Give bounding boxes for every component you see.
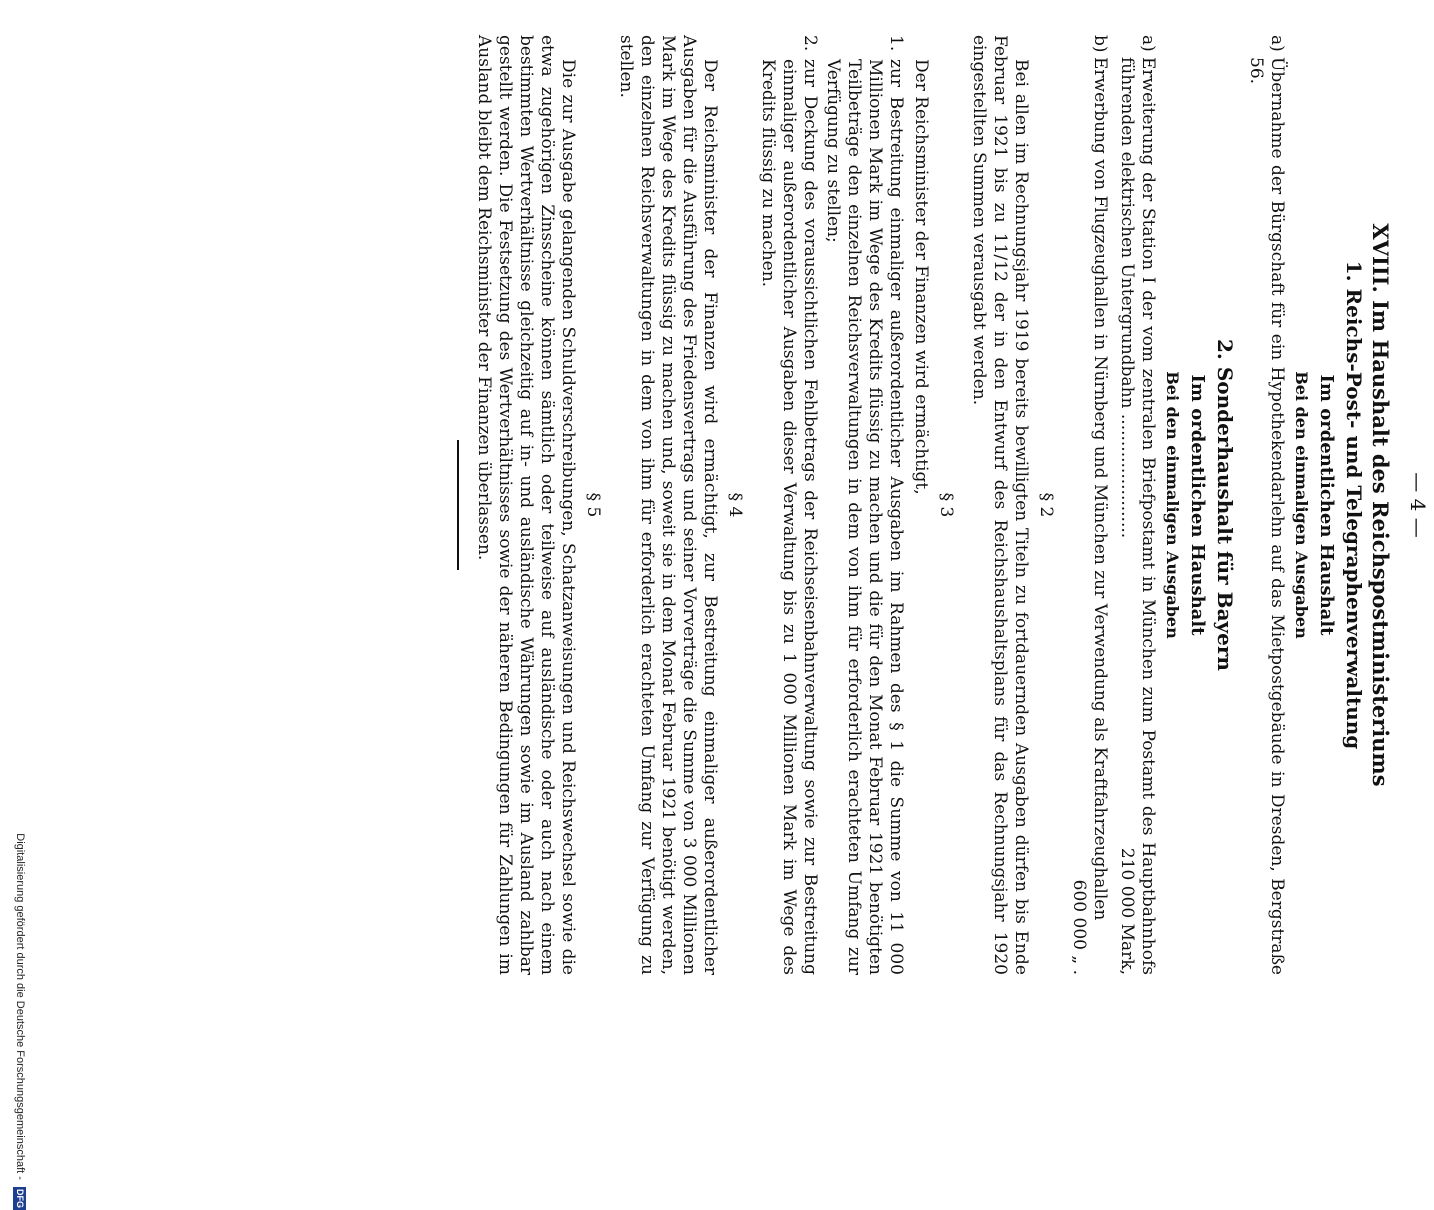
paragraph-3-intro: Der Reichsminister der Finanzen wird ermächtigt, bbox=[911, 59, 931, 495]
page-number: — 4 — bbox=[1406, 472, 1430, 538]
paragraph-5-mark: § 5 bbox=[583, 492, 603, 518]
paragraph-5-text: Die zur Ausgabe gelangenden Schuldverschreibungen, Schatzanweisungen und Reichswechsel sowie die etwa zugehörigen Zinsscheine können sämtlich oder teilweise auf ausländische oder auch nach einem bestimmten Wertverhältnisse gleichzeitig auf in- und ausländische Währungen sowie im Ausland zahlbar gestellt werden. Die Festsetzung des Wertverhältnisses sowie der näheren Bedingungen für Zahlungen im Ausland bleibt dem Reichsminister der Finanzen überlassen. bbox=[474, 35, 578, 975]
closing-rule bbox=[457, 440, 459, 570]
paragraph-2-text: Bei allen im Rechnungsjahr 1919 bereits bewilligten Titeln zu fortdauernden Ausgaben dürfen bis Ende Februar 1921 bis zu 11/12 der in den Entwurf des Reichshaushaltsplans für das Rechnungsjahr 1920 eingestellten Summen verausgabt werden. bbox=[969, 35, 1031, 975]
item-description: Erweiterung der Station I der vom zentralen Briefpostamt in München zum Postamt des Hauptbahnhofs führenden elektrischen Untergrundbahn ....................... bbox=[1117, 57, 1158, 975]
dfg-logo: DFG bbox=[15, 1189, 26, 1208]
item-text bbox=[1116, 57, 1158, 975]
paragraph-2-mark: § 2 bbox=[1036, 492, 1056, 518]
item-amount: 600 000 „ . bbox=[1069, 879, 1089, 975]
item-text bbox=[1068, 57, 1110, 975]
paragraph-3-item-1 bbox=[822, 35, 906, 975]
list-text: zur Bestreitung einmaliger außerordentlicher Ausgaben im Rahmen des § 1 die Summe von 11 000 Millionen Mark im Wege des Kredits flüssig zu machen und die für den Monat Februar 1921 benötigten Teilbeträge den einzelnen Reichsverwaltungen in dem von ihm für erforderlich erachteten Umfang zur Verfügung zu stellen; bbox=[823, 59, 906, 975]
item-letter: b) bbox=[1090, 35, 1110, 53]
section2-subheading: Im ordentlichen Haushalt bbox=[1187, 374, 1208, 636]
item-letter: a) bbox=[1138, 35, 1158, 52]
section1-subheading: Im ordentlichen Haushalt bbox=[1316, 374, 1337, 636]
section1-heading: 1. Reichs-Post- und Telegraphenverwaltung bbox=[1342, 260, 1366, 750]
section2-item-a bbox=[1116, 35, 1158, 975]
section1-item-a bbox=[1245, 35, 1287, 975]
list-text: zur Deckung des voraussichtlichen Fehlbetrags der Reichseisenbahnverwaltung sowie zur Bestreitung einmaliger außerordentlicher Ausgaben dieser Verwaltung bis zu 1 000 Millionen Mark im Wege des Kredits flüssig zu machen. bbox=[758, 59, 820, 975]
document-page bbox=[2, 35, 1432, 975]
section2-item-b bbox=[1068, 35, 1110, 975]
item-amount: 210 000 Mark, bbox=[1117, 847, 1137, 975]
paragraph-4-mark: § 4 bbox=[725, 492, 745, 518]
section2-heading: 2. Sonderhaushalt für Bayern bbox=[1213, 339, 1237, 671]
paragraph-3-item-2 bbox=[757, 35, 820, 975]
section2-subsubheading: Bei den einmaligen Ausgaben bbox=[1163, 371, 1182, 639]
item-description: Erwerbung von Flugzeughallen in Nürnberg und München zur Verwendung als Kraftfahrzeughallen bbox=[1090, 57, 1110, 921]
section1-subsubheading: Bei den einmaligen Ausgaben bbox=[1292, 371, 1311, 639]
footer-text: Digitalisierung gefördert durch die Deutsche Forschungsgemeinschaft - bbox=[14, 833, 26, 1180]
item-text: Übernahme der Bürgschaft für ein Hypothekendarlehn auf das Mietpostgebäude in Dresden, Bergstraße 56. bbox=[1246, 57, 1287, 975]
ministry-title: XVIII. Im Haushalt des Reichspostministeriums bbox=[1368, 223, 1393, 787]
list-number: 2. bbox=[800, 35, 820, 52]
paragraph-3-mark: § 3 bbox=[936, 492, 956, 518]
item-letter: a) bbox=[1267, 35, 1287, 52]
list-number: 1. bbox=[886, 35, 906, 52]
paragraph-4-text: Der Reichsminister der Finanzen wird ermächtigt, zur Bestreitung einmaliger außerordentlicher Ausgaben für die Ausführung des Friedensvertrags und seiner Vorverträge die Summe von 3 000 Millionen Mark im Wege des Kredits flüssig zu machen und, soweit sie in dem Monat Februar 1921 benötigt werden, den einzelnen Reichsverwaltungen in dem von ihm für erforderlich erachteten Umfang zur Verfügung zu stellen. bbox=[616, 35, 720, 975]
